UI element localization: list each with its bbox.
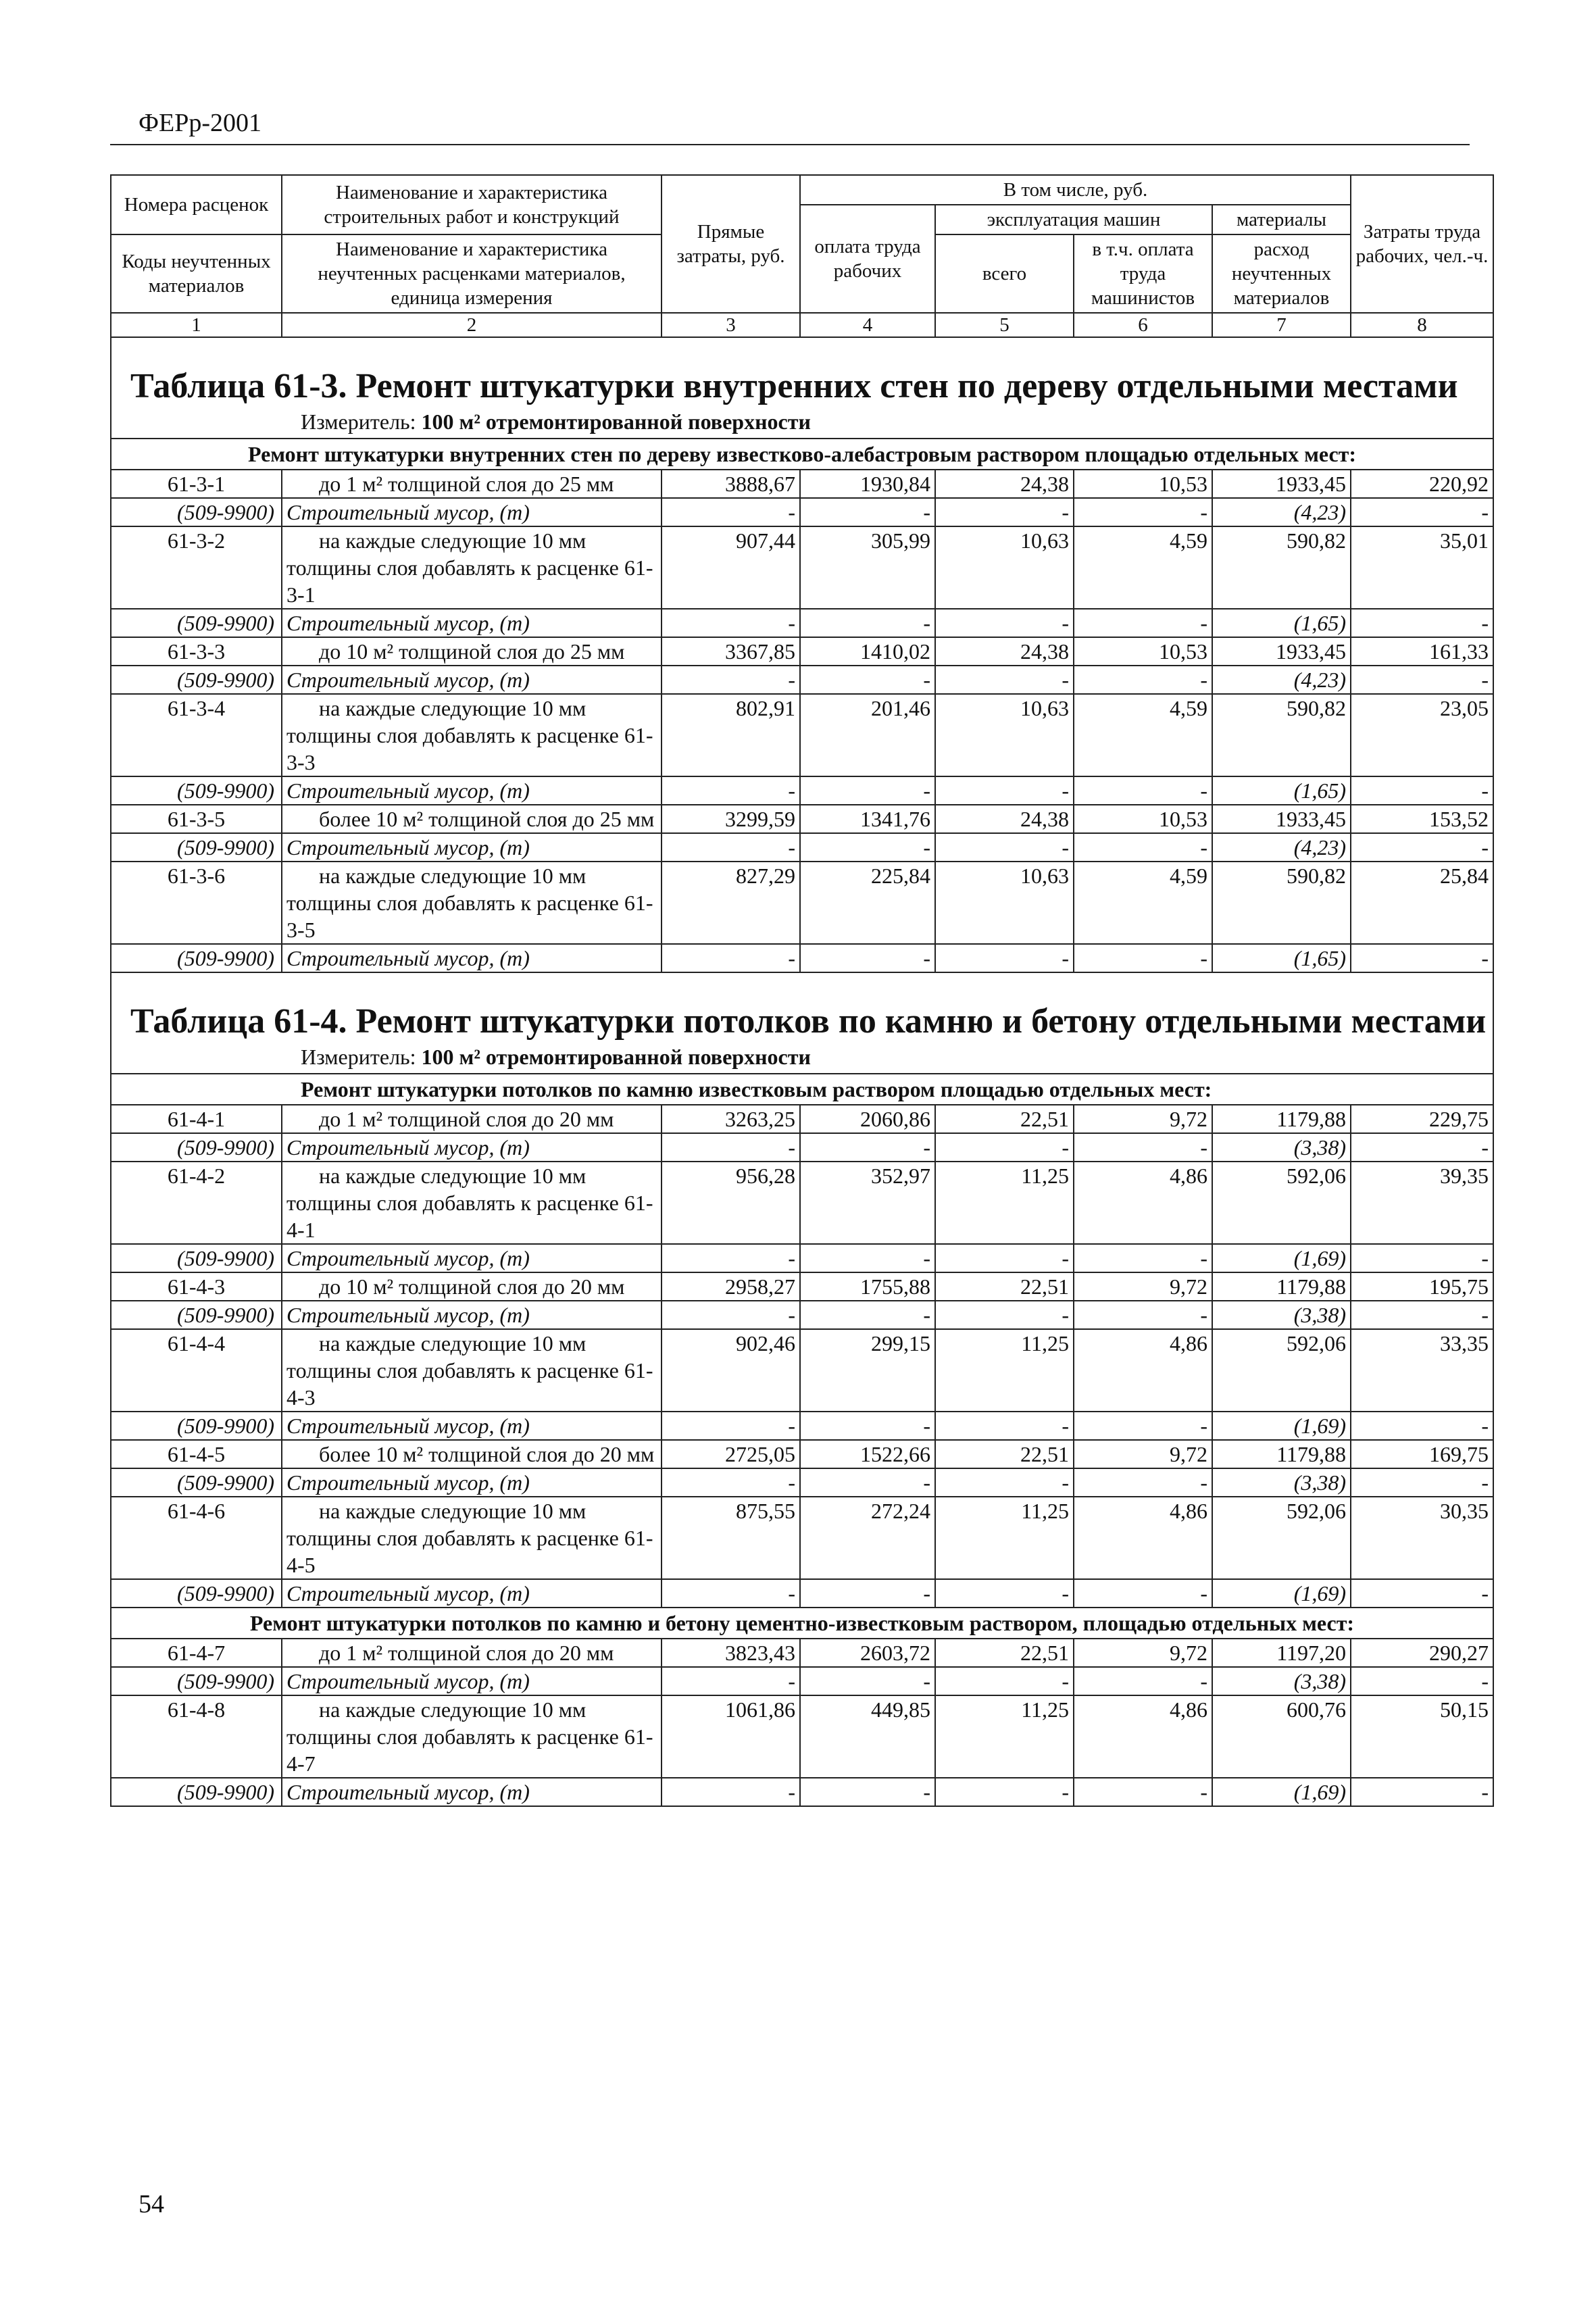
header-row-1 (111, 175, 1493, 205)
header-labor-costs: Затраты труда рабочих, чел.-ч. (1351, 175, 1493, 313)
rate-value: 1179,88 (1212, 1440, 1351, 1468)
meter-value: 100 м² отремонтированной поверхности (421, 409, 811, 434)
table-title-cell (111, 337, 1493, 439)
rate-value: 11,25 (935, 1695, 1074, 1778)
material-value: (1,65) (1212, 776, 1351, 805)
rate-value: 30,35 (1351, 1497, 1493, 1579)
material-value: - (935, 609, 1074, 637)
material-value: - (800, 498, 935, 526)
rates-sheet (110, 174, 1493, 1807)
material-row (111, 666, 1493, 694)
rate-value: 3367,85 (662, 637, 800, 666)
material-value: - (1074, 776, 1212, 805)
rate-row (111, 694, 1493, 776)
material-row (111, 833, 1493, 862)
column-number: 2 (282, 313, 662, 337)
material-value: - (662, 1412, 800, 1440)
material-row (111, 1579, 1493, 1608)
rate-row (111, 1329, 1493, 1412)
material-value: - (935, 1667, 1074, 1695)
material-code: (509-9900) (111, 776, 282, 805)
material-value: - (662, 1778, 800, 1806)
material-value: - (1351, 1301, 1493, 1329)
material-value: - (935, 1579, 1074, 1608)
material-code: (509-9900) (111, 666, 282, 694)
material-value: - (662, 776, 800, 805)
header-driver-wages: в т.ч. оплата труда машинистов (1074, 234, 1212, 313)
meter-label: Измеритель: (301, 409, 422, 434)
rate-description: на каждые следующие 10 мм толщины слоя добавлять к расценке 61-4-7 (282, 1695, 662, 1778)
material-row (111, 609, 1493, 637)
rate-value: 35,01 (1351, 526, 1493, 609)
header-rule (110, 144, 1470, 145)
material-row (111, 1778, 1493, 1806)
rate-value: 1933,45 (1212, 470, 1351, 498)
material-description: Строительный мусор, (т) (282, 498, 662, 526)
header-material-name: Наименование и характеристика неучтенных расценками материалов, единица измерения (282, 234, 662, 313)
rate-value: 2958,27 (662, 1272, 800, 1301)
rate-value: 39,35 (1351, 1162, 1493, 1244)
rate-row (111, 862, 1493, 944)
material-value: - (1351, 833, 1493, 862)
header-wages: оплата труда рабочих (800, 205, 935, 313)
rate-value: 220,92 (1351, 470, 1493, 498)
rate-value: 4,86 (1074, 1497, 1212, 1579)
page-number: 54 (139, 2190, 164, 2218)
rate-value: 4,86 (1074, 1695, 1212, 1778)
material-value: - (1074, 833, 1212, 862)
rate-value: 33,35 (1351, 1329, 1493, 1412)
rate-row (111, 1695, 1493, 1778)
table-title-row (111, 337, 1493, 439)
rate-value: 24,38 (935, 637, 1074, 666)
material-value: - (1351, 609, 1493, 637)
material-value: - (662, 1133, 800, 1162)
rate-value: 9,72 (1074, 1105, 1212, 1133)
rate-code: 61-4-5 (111, 1440, 282, 1468)
material-value: - (1074, 1133, 1212, 1162)
material-code: (509-9900) (111, 1412, 282, 1440)
material-row (111, 1412, 1493, 1440)
rate-value: 592,06 (1212, 1497, 1351, 1579)
rate-value: 956,28 (662, 1162, 800, 1244)
rate-description: на каждые следующие 10 мм толщины слоя добавлять к расценке 61-3-3 (282, 694, 662, 776)
rate-value: 1061,86 (662, 1695, 800, 1778)
rate-description: до 1 м² толщиной слоя до 20 мм (282, 1639, 662, 1667)
material-description: Строительный мусор, (т) (282, 776, 662, 805)
rate-description: на каждые следующие 10 мм толщины слоя добавлять к расценке 61-3-1 (282, 526, 662, 609)
rate-row (111, 805, 1493, 833)
rate-description: на каждые следующие 10 мм толщины слоя добавлять к расценке 61-4-3 (282, 1329, 662, 1412)
material-value: - (662, 1667, 800, 1695)
material-value: (1,69) (1212, 1412, 1351, 1440)
material-row (111, 944, 1493, 972)
section-heading: Ремонт штукатурки потолков по камню известковым раствором площадью отдельных мест: (111, 1074, 1493, 1105)
material-description: Строительный мусор, (т) (282, 1778, 662, 1806)
material-row (111, 776, 1493, 805)
rate-code: 61-4-7 (111, 1639, 282, 1667)
material-code: (509-9900) (111, 1468, 282, 1497)
rate-value: 153,52 (1351, 805, 1493, 833)
material-value: - (662, 833, 800, 862)
rate-value: 1197,20 (1212, 1639, 1351, 1667)
material-value: (3,38) (1212, 1301, 1351, 1329)
material-row (111, 1133, 1493, 1162)
rate-value: 9,72 (1074, 1272, 1212, 1301)
rate-value: 907,44 (662, 526, 800, 609)
section-heading: Ремонт штукатурки внутренних стен по дереву известково-алебастровым раствором площадью отдельных мест: (111, 439, 1493, 470)
table-meter (111, 1043, 1493, 1073)
material-row (111, 1301, 1493, 1329)
rate-code: 61-4-4 (111, 1329, 282, 1412)
rate-row (111, 526, 1493, 609)
material-value: - (662, 1301, 800, 1329)
rate-value: 22,51 (935, 1639, 1074, 1667)
rate-value: 2725,05 (662, 1440, 800, 1468)
rate-value: 24,38 (935, 805, 1074, 833)
rate-row (111, 1440, 1493, 1468)
rate-code: 61-3-1 (111, 470, 282, 498)
column-number: 8 (1351, 313, 1493, 337)
material-value: - (1351, 666, 1493, 694)
rate-value: 1341,76 (800, 805, 935, 833)
table-body (111, 175, 1493, 1806)
rate-value: 600,76 (1212, 1695, 1351, 1778)
material-description: Строительный мусор, (т) (282, 1468, 662, 1497)
material-value: - (800, 1412, 935, 1440)
rate-value: 22,51 (935, 1440, 1074, 1468)
column-number: 6 (1074, 313, 1212, 337)
material-description: Строительный мусор, (т) (282, 1412, 662, 1440)
material-code: (509-9900) (111, 1667, 282, 1695)
material-value: - (1351, 1244, 1493, 1272)
rate-value: 1410,02 (800, 637, 935, 666)
rate-value: 201,46 (800, 694, 935, 776)
column-number: 7 (1212, 313, 1351, 337)
rate-value: 2060,86 (800, 1105, 935, 1133)
material-value: (1,65) (1212, 609, 1351, 637)
material-row (111, 1667, 1493, 1695)
header-machine-operation: эксплуатация машин (935, 205, 1212, 234)
header-including: В том числе, руб. (800, 175, 1351, 205)
material-code: (509-9900) (111, 498, 282, 526)
material-value: - (1074, 1579, 1212, 1608)
rate-value: 1179,88 (1212, 1105, 1351, 1133)
material-value: - (1074, 1778, 1212, 1806)
header-material-consumption: расход неучтенных материалов (1212, 234, 1351, 313)
rate-code: 61-3-2 (111, 526, 282, 609)
material-value: (4,23) (1212, 666, 1351, 694)
material-value: - (800, 1468, 935, 1497)
material-row (111, 498, 1493, 526)
material-row (111, 1468, 1493, 1497)
material-value: - (1074, 1301, 1212, 1329)
rate-value: 10,63 (935, 526, 1074, 609)
rate-description: на каждые следующие 10 мм толщины слоя добавлять к расценке 61-3-5 (282, 862, 662, 944)
rate-value: 229,75 (1351, 1105, 1493, 1133)
rate-value: 449,85 (800, 1695, 935, 1778)
material-code: (509-9900) (111, 944, 282, 972)
table-title: Таблица 61-4. Ремонт штукатурки потолков по камню и бетону отдельными местами (130, 1002, 1487, 1041)
rate-value: 10,63 (935, 694, 1074, 776)
rate-value: 3888,67 (662, 470, 800, 498)
rate-description: на каждые следующие 10 мм толщины слоя добавлять к расценке 61-4-1 (282, 1162, 662, 1244)
rate-value: 1755,88 (800, 1272, 935, 1301)
material-value: - (662, 944, 800, 972)
rate-value: 10,53 (1074, 805, 1212, 833)
header-machine-total: всего (935, 234, 1074, 313)
page-header: ФЕРр-2001 (139, 109, 262, 137)
material-description: Строительный мусор, (т) (282, 1667, 662, 1695)
material-code: (509-9900) (111, 833, 282, 862)
column-number: 1 (111, 313, 282, 337)
rate-code: 61-4-8 (111, 1695, 282, 1778)
material-value: - (1074, 1412, 1212, 1440)
table-meter (111, 408, 1493, 438)
material-value: - (800, 1579, 935, 1608)
material-value: (1,69) (1212, 1579, 1351, 1608)
rate-description: более 10 м² толщиной слоя до 20 мм (282, 1440, 662, 1468)
rate-value: 272,24 (800, 1497, 935, 1579)
material-value: (1,65) (1212, 944, 1351, 972)
material-value: - (800, 776, 935, 805)
material-description: Строительный мусор, (т) (282, 1244, 662, 1272)
rate-value: 592,06 (1212, 1329, 1351, 1412)
rate-value: 24,38 (935, 470, 1074, 498)
rate-value: 590,82 (1212, 862, 1351, 944)
material-description: Строительный мусор, (т) (282, 944, 662, 972)
material-value: - (935, 666, 1074, 694)
material-value: - (1074, 1468, 1212, 1497)
rate-row (111, 1497, 1493, 1579)
rate-value: 10,53 (1074, 637, 1212, 666)
rate-description: на каждые следующие 10 мм толщины слоя добавлять к расценке 61-4-5 (282, 1497, 662, 1579)
rate-description: до 10 м² толщиной слоя до 25 мм (282, 637, 662, 666)
material-value: - (935, 1412, 1074, 1440)
material-code: (509-9900) (111, 1133, 282, 1162)
material-value: (3,38) (1212, 1133, 1351, 1162)
material-value: (1,69) (1212, 1244, 1351, 1272)
material-value: - (800, 609, 935, 637)
material-description: Строительный мусор, (т) (282, 1301, 662, 1329)
rate-description: до 1 м² толщиной слоя до 20 мм (282, 1105, 662, 1133)
meter-label: Измеритель: (301, 1045, 422, 1069)
rate-value: 827,29 (662, 862, 800, 944)
rate-value: 3823,43 (662, 1639, 800, 1667)
rate-value: 4,59 (1074, 526, 1212, 609)
rate-value: 802,91 (662, 694, 800, 776)
rate-value: 592,06 (1212, 1162, 1351, 1244)
material-value: (4,23) (1212, 833, 1351, 862)
rate-value: 195,75 (1351, 1272, 1493, 1301)
rate-row (111, 637, 1493, 666)
table-title-cell (111, 972, 1493, 1074)
header-work-name: Наименование и характеристика строительных работ и конструкций (282, 175, 662, 234)
rate-value: 161,33 (1351, 637, 1493, 666)
material-value: - (800, 944, 935, 972)
material-description: Строительный мусор, (т) (282, 1579, 662, 1608)
rate-value: 590,82 (1212, 694, 1351, 776)
material-value: - (800, 833, 935, 862)
material-value: (1,69) (1212, 1778, 1351, 1806)
material-value: - (935, 1301, 1074, 1329)
material-value: - (800, 1667, 935, 1695)
material-value: - (1074, 498, 1212, 526)
rate-value: 10,53 (1074, 470, 1212, 498)
material-value: - (935, 833, 1074, 862)
header-material-codes: Коды неучтенных материалов (111, 234, 282, 313)
section-heading-row (111, 439, 1493, 470)
material-value: - (662, 609, 800, 637)
material-value: - (1351, 944, 1493, 972)
material-value: (4,23) (1212, 498, 1351, 526)
material-value: - (1351, 776, 1493, 805)
rate-code: 61-3-3 (111, 637, 282, 666)
column-number: 3 (662, 313, 800, 337)
material-value: - (662, 498, 800, 526)
material-code: (509-9900) (111, 1579, 282, 1608)
material-value: (3,38) (1212, 1667, 1351, 1695)
material-value: - (935, 498, 1074, 526)
rate-code: 61-4-2 (111, 1162, 282, 1244)
rate-row (111, 1105, 1493, 1133)
material-description: Строительный мусор, (т) (282, 609, 662, 637)
material-code: (509-9900) (111, 1244, 282, 1272)
rate-description: до 1 м² толщиной слоя до 25 мм (282, 470, 662, 498)
rate-code: 61-4-6 (111, 1497, 282, 1579)
rate-value: 9,72 (1074, 1639, 1212, 1667)
rate-row (111, 1639, 1493, 1667)
material-value: - (1074, 1667, 1212, 1695)
material-value: - (1351, 1412, 1493, 1440)
rate-value: 305,99 (800, 526, 935, 609)
column-number-row (111, 313, 1493, 337)
material-value: - (1351, 1133, 1493, 1162)
table-title-row (111, 972, 1493, 1074)
rate-value: 4,59 (1074, 862, 1212, 944)
material-value: - (1351, 1667, 1493, 1695)
rate-value: 169,75 (1351, 1440, 1493, 1468)
rate-value: 1933,45 (1212, 637, 1351, 666)
material-value: - (935, 776, 1074, 805)
material-value: - (800, 666, 935, 694)
section-heading: Ремонт штукатурки потолков по камню и бетону цементно-известковым раствором, площадью отдельных мест: (111, 1608, 1493, 1639)
rate-value: 22,51 (935, 1105, 1074, 1133)
material-value: - (1074, 666, 1212, 694)
rate-value: 23,05 (1351, 694, 1493, 776)
rate-value: 290,27 (1351, 1639, 1493, 1667)
section-heading-row (111, 1074, 1493, 1105)
material-value: - (1074, 944, 1212, 972)
material-value: - (935, 944, 1074, 972)
rate-value: 1522,66 (800, 1440, 935, 1468)
header-materials: материалы (1212, 205, 1351, 234)
material-value: - (800, 1301, 935, 1329)
material-value: - (935, 1778, 1074, 1806)
material-code: (509-9900) (111, 1301, 282, 1329)
rate-value: 1930,84 (800, 470, 935, 498)
material-value: - (1351, 498, 1493, 526)
rate-description: до 10 м² толщиной слоя до 20 мм (282, 1272, 662, 1301)
material-value: - (935, 1468, 1074, 1497)
material-value: - (662, 1579, 800, 1608)
section-heading-row (111, 1608, 1493, 1639)
rate-value: 25,84 (1351, 862, 1493, 944)
rate-value: 9,72 (1074, 1440, 1212, 1468)
material-value: - (1074, 1244, 1212, 1272)
rate-row (111, 1272, 1493, 1301)
rate-value: 4,86 (1074, 1329, 1212, 1412)
material-value: - (935, 1244, 1074, 1272)
rate-value: 352,97 (800, 1162, 935, 1244)
rate-value: 11,25 (935, 1162, 1074, 1244)
material-description: Строительный мусор, (т) (282, 666, 662, 694)
rate-value: 590,82 (1212, 526, 1351, 609)
material-value: - (662, 1244, 800, 1272)
material-value: - (800, 1133, 935, 1162)
material-value: - (1351, 1579, 1493, 1608)
material-value: - (800, 1244, 935, 1272)
material-value: - (1351, 1778, 1493, 1806)
meter-value: 100 м² отремонтированной поверхности (421, 1045, 811, 1069)
material-code: (509-9900) (111, 609, 282, 637)
rates-table (110, 174, 1494, 1807)
material-value: - (662, 1468, 800, 1497)
rate-value: 875,55 (662, 1497, 800, 1579)
material-description: Строительный мусор, (т) (282, 833, 662, 862)
rate-value: 299,15 (800, 1329, 935, 1412)
rate-value: 225,84 (800, 862, 935, 944)
rate-row (111, 1162, 1493, 1244)
header-rate-numbers: Номера расценок (111, 175, 282, 234)
rate-value: 4,59 (1074, 694, 1212, 776)
rate-code: 61-3-4 (111, 694, 282, 776)
table-title: Таблица 61-3. Ремонт штукатурки внутренних стен по дереву отдельными местами (130, 367, 1458, 405)
rate-value: 902,46 (662, 1329, 800, 1412)
rate-value: 1933,45 (1212, 805, 1351, 833)
material-value: - (935, 1133, 1074, 1162)
material-value: - (1074, 609, 1212, 637)
material-row (111, 1244, 1493, 1272)
rate-row (111, 470, 1493, 498)
rate-value: 3263,25 (662, 1105, 800, 1133)
rate-description: более 10 м² толщиной слоя до 25 мм (282, 805, 662, 833)
rate-code: 61-4-1 (111, 1105, 282, 1133)
header-direct-costs: Прямые затраты, руб. (662, 175, 800, 313)
rate-value: 11,25 (935, 1329, 1074, 1412)
rate-value: 10,63 (935, 862, 1074, 944)
rate-code: 61-3-5 (111, 805, 282, 833)
rate-code: 61-3-6 (111, 862, 282, 944)
rate-code: 61-4-3 (111, 1272, 282, 1301)
rate-value: 11,25 (935, 1497, 1074, 1579)
material-description: Строительный мусор, (т) (282, 1133, 662, 1162)
rate-value: 2603,72 (800, 1639, 935, 1667)
column-number: 4 (800, 313, 935, 337)
rate-value: 22,51 (935, 1272, 1074, 1301)
material-value: - (1351, 1468, 1493, 1497)
material-value: - (800, 1778, 935, 1806)
rate-value: 50,15 (1351, 1695, 1493, 1778)
column-number: 5 (935, 313, 1074, 337)
material-value: - (662, 666, 800, 694)
rate-value: 3299,59 (662, 805, 800, 833)
rate-value: 1179,88 (1212, 1272, 1351, 1301)
material-code: (509-9900) (111, 1778, 282, 1806)
material-value: (3,38) (1212, 1468, 1351, 1497)
rate-value: 4,86 (1074, 1162, 1212, 1244)
